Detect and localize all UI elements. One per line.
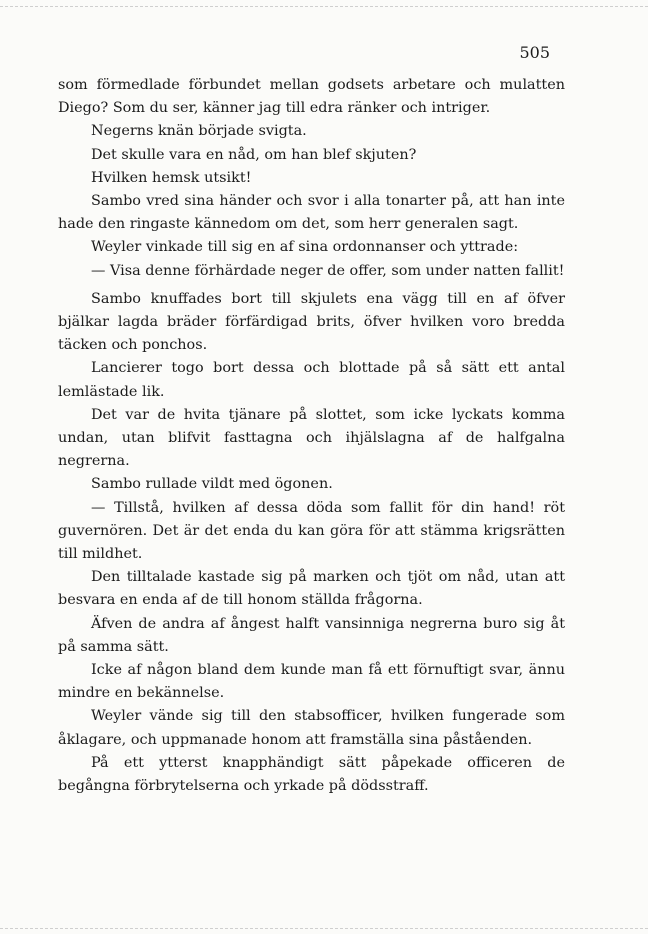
paragraph: Det var de hvita tjänare på slottet, som icke lyckats komma undan, utan blifvit fasttagna och ihjälslagna af de halfgalna negrerna. <box>58 406 565 470</box>
paragraph: Hvilken hemsk utsikt! <box>91 169 252 186</box>
bottom-scan-border <box>0 928 648 929</box>
paragraph: — Visa denne förhärdade neger de offer, som under natten fallit! <box>91 262 565 279</box>
paragraph: Äfven de andra af ångest halft vansinniga negrerna buro sig åt på samma sätt. <box>58 615 565 655</box>
paragraph: Weyler vände sig till den stabsofficer, hvilken fungerade som åklagare, och uppmanade honom att framställa sina påståenden. <box>58 708 565 748</box>
paragraph: som förmedlade förbundet mellan godsets arbetare och mulatten Diego? Som du ser, känner jag till edra ränker och intriger. <box>58 77 565 117</box>
paragraph: Det skulle vara en nåd, om han blef skjuten? <box>91 146 417 163</box>
page-number: 505 <box>519 43 550 62</box>
paragraph: Den tilltalade kastade sig på marken och tjöt om nåd, utan att besvara en enda af de till honom ställda frågorna. <box>58 569 565 609</box>
paragraph: Lancierer togo bort dessa och blottade på så sätt ett antal lemlästade lik. <box>58 360 565 400</box>
paragraph: Icke af någon bland dem kunde man få ett förnuftigt svar, ännu mindre en bekännelse. <box>58 662 565 702</box>
paragraph: Weyler vinkade till sig en af sina ordonnanser och yttrade: <box>91 239 519 256</box>
top-scan-border <box>0 6 648 7</box>
paragraph: Sambo knuffades bort till skjulets ena vägg till en af öfver bjälkar lagda bräder förfärdigad brits, öfver hvilken voro bredda täcken och ponchos. <box>58 290 565 354</box>
page-body <box>58 74 565 798</box>
paragraph: — Tillstå, hvilken af dessa döda som fallit för din hand! röt guvernören. Det är det enda du kan göra för att stämma krigsrätten till mildhet. <box>58 499 565 563</box>
paragraph: Sambo rullade vildt med ögonen. <box>91 476 333 493</box>
paragraph: Negerns knän började svigta. <box>91 123 307 140</box>
paragraph: På ett ytterst knapphändigt sätt påpekade officeren de begångna förbrytelserna och yrkade på dödsstraff. <box>58 754 565 795</box>
paragraph: Sambo vred sina händer och svor i alla tonarter på, att han inte hade den ringaste kännedom om det, som herr generalen sagt. <box>58 193 565 233</box>
